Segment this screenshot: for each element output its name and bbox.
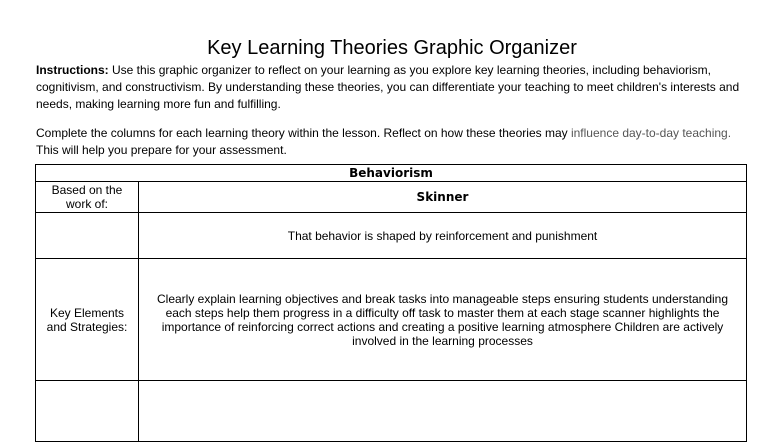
table-header-row — [36, 165, 747, 182]
page-title: Key Learning Theories Graphic Organizer — [207, 37, 577, 59]
empty-row-value[interactable] — [139, 381, 747, 442]
instructions-text: Use this graphic organizer to reflect on your learning as you explore key learning theories, including behaviorism, cognitivism, and constructivism. By understanding these theories, you can differentiate your teaching to meet children's interests and needs, making learning more fun and fulfilling. — [36, 63, 740, 111]
principle-label-cell — [36, 213, 139, 259]
theory-header: Behaviorism — [36, 165, 747, 182]
based-on-label: Based on the work of: — [36, 182, 139, 213]
organizer-table — [35, 164, 747, 442]
complete-paragraph — [36, 125, 756, 159]
instructions-label: Instructions: — [36, 63, 109, 77]
key-elements-value[interactable]: Clearly explain learning objectives and break tasks into manageable steps ensuring students understanding each steps help them progress in a difficulty off task to master them at each stage scanner highlights the importance of reinforcing correct actions and creating a positive learning atmosphere Children are actively involved in the learning processes — [139, 259, 747, 381]
table-row — [36, 381, 747, 442]
table-row — [36, 213, 747, 259]
based-on-value[interactable]: Skinner — [139, 182, 747, 213]
empty-row-label — [36, 381, 139, 442]
table-row — [36, 259, 747, 381]
table-row — [36, 182, 747, 213]
key-elements-label: Key Elements and Strategies: — [36, 259, 139, 381]
complete-text-a: Complete the columns for each learning theory within the lesson. Reflect on how these theories may — [36, 126, 571, 140]
complete-text-b: influence day-to-day teaching. — [570, 126, 732, 140]
instructions-paragraph — [36, 62, 756, 113]
principle-value[interactable]: That behavior is shaped by reinforcement and punishment — [139, 213, 747, 259]
complete-text-c: This will help you prepare for your assessment. — [36, 143, 287, 157]
